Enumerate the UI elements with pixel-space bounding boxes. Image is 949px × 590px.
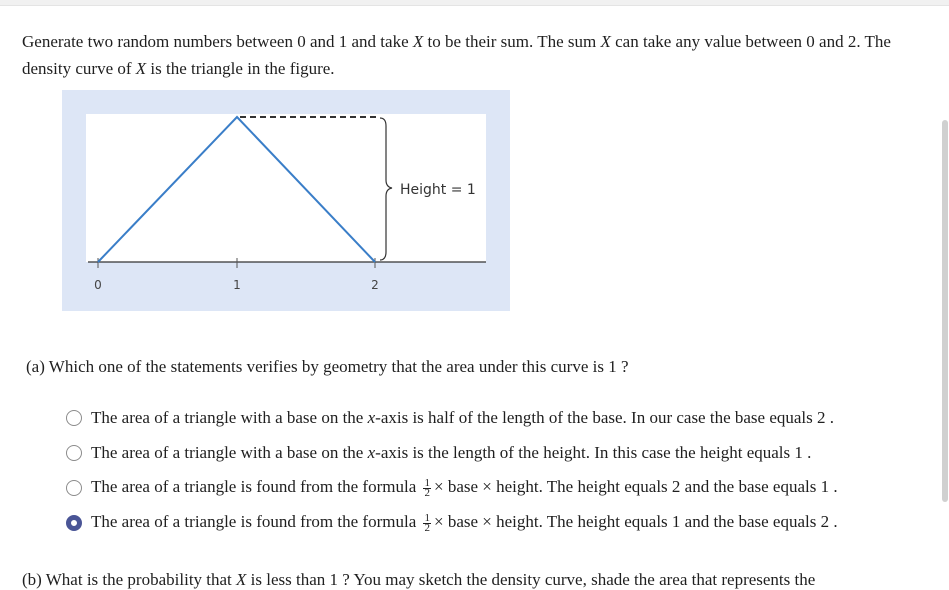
option-1[interactable] xyxy=(66,400,926,435)
tick-label-1: 1 xyxy=(233,278,241,292)
question-b: (b) What is the probability that X is less than 1 ? You may sketch the density curve, shade the area that represents the xyxy=(22,570,816,589)
tick-label-0: 0 xyxy=(94,278,102,292)
problem-intro: Generate two random numbers between 0 and 1 and take X to be their sum. The sum X can take any value between 0 and 2. The density curve of X is the triangle in the figure. xyxy=(22,32,891,78)
option-3-text: The area of a triangle is found from the formula $\frac{1}{2}$ × base × height. The height equals 2 and the base equals 1 . xyxy=(91,476,838,499)
option-1-text: The area of a triangle with a base on the x-axis is half of the length of the base. In our case the base equals 2 . xyxy=(91,407,835,427)
fraction-one-half: $\frac{1}{2}$ xyxy=(424,476,430,499)
answer-options xyxy=(66,400,926,540)
radio-option-1[interactable] xyxy=(66,410,82,426)
scrollbar[interactable] xyxy=(942,120,948,502)
radio-option-4-selected[interactable] xyxy=(66,515,82,531)
radio-option-2[interactable] xyxy=(66,445,82,461)
option-4-text: The area of a triangle is found from the formula $\frac{1}{2}$ × base × height. The height equals 1 and the base equals 2 . xyxy=(91,511,838,534)
density-figure xyxy=(62,90,510,311)
top-bar xyxy=(0,0,949,6)
height-label: Height = 1 xyxy=(400,182,476,198)
option-2-text: The area of a triangle with a base on the x-axis is the length of the height. In this case the height equals 1 . xyxy=(91,442,812,462)
question-a: (a) Which one of the statements verifies by geometry that the area under this curve is 1 ? xyxy=(26,357,629,376)
option-3[interactable] xyxy=(66,470,926,505)
tick-label-2: 2 xyxy=(371,278,379,292)
option-2[interactable] xyxy=(66,435,926,470)
fraction-one-half: $\frac{1}{2}$ xyxy=(424,511,430,534)
option-4[interactable] xyxy=(66,505,926,540)
radio-option-3[interactable] xyxy=(66,480,82,496)
